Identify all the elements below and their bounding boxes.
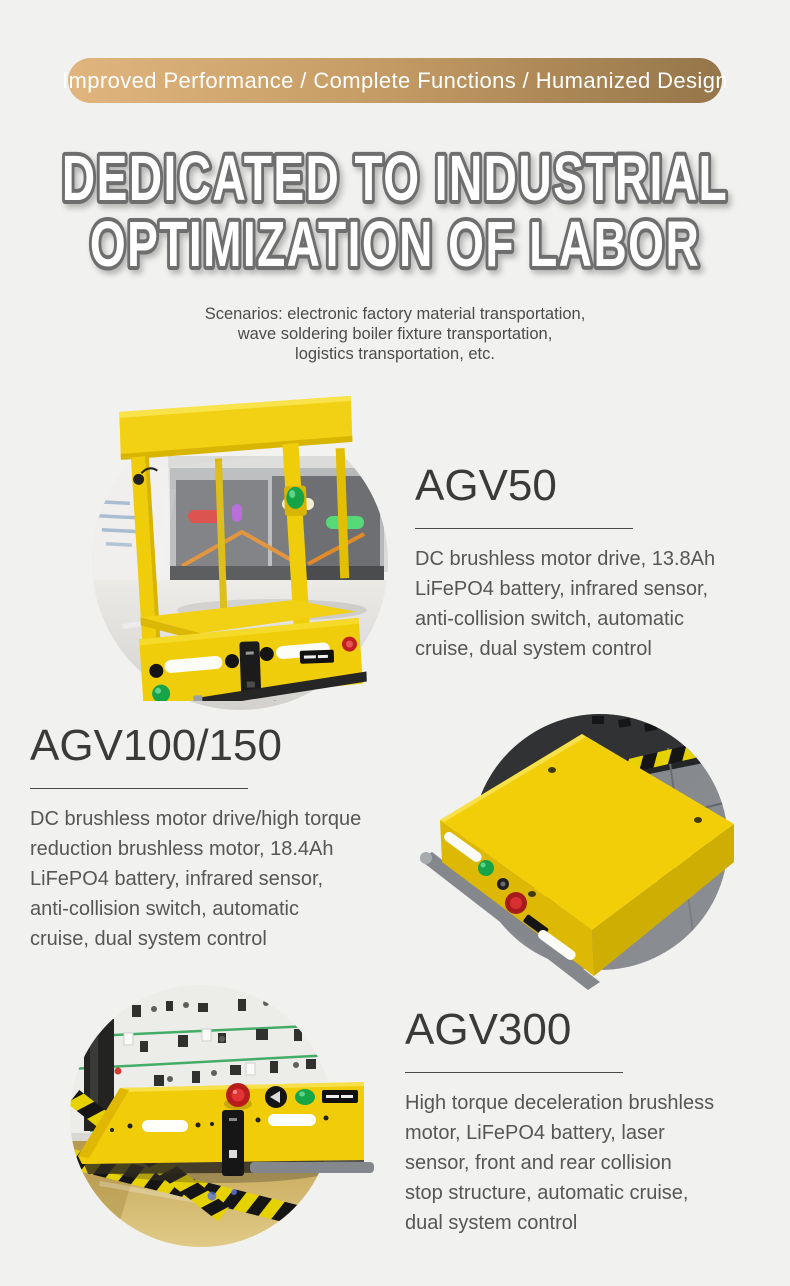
product-description-agv300 bbox=[405, 1088, 714, 1238]
desc-line: LiFePO4 battery, infrared sensor, bbox=[415, 577, 709, 600]
desc-line: DC brushless motor drive/high torque bbox=[30, 807, 362, 830]
agv50-robot-graphic bbox=[100, 396, 370, 701]
desc-line: High torque deceleration brushless bbox=[405, 1091, 715, 1114]
agv50-info bbox=[415, 462, 715, 664]
product-name-agv300: AGV300 bbox=[405, 1005, 572, 1054]
desc-line: anti-collision switch, automatic bbox=[30, 897, 299, 920]
banner-text: Improved Performance / Complete Functions / Humanized Design bbox=[62, 67, 728, 93]
scenarios-line1: Scenarios: electronic factory material transportation, bbox=[204, 305, 586, 323]
product-description-agv100 bbox=[30, 804, 361, 954]
desc-line: cruise, dual system control bbox=[415, 637, 652, 660]
divider-line bbox=[415, 528, 633, 529]
scenarios-line3: logistics transportation, etc. bbox=[295, 345, 495, 363]
agv100-robot-graphic bbox=[402, 702, 747, 997]
main-headline bbox=[0, 142, 790, 294]
desc-line: cruise, dual system control bbox=[30, 927, 267, 950]
desc-line: dual system control bbox=[405, 1211, 578, 1234]
desc-line: DC brushless motor drive, 13.8Ah bbox=[415, 547, 716, 570]
desc-line: LiFePO4 battery, infrared sensor, bbox=[30, 867, 324, 890]
scenarios-line2: wave soldering boiler fixture transportation, bbox=[237, 325, 553, 343]
desc-line: sensor, front and rear collision bbox=[405, 1151, 672, 1174]
product-description-agv50 bbox=[415, 544, 715, 664]
headline-line2: OPTIMIZATION OF LABOR bbox=[89, 208, 701, 280]
desc-line: anti-collision switch, automatic bbox=[415, 607, 684, 630]
desc-line: motor, LiFePO4 battery, laser bbox=[405, 1121, 665, 1144]
desc-line: stop structure, automatic cruise, bbox=[405, 1181, 689, 1204]
agv300-info bbox=[405, 1006, 714, 1238]
agv300-robot-graphic bbox=[72, 1068, 382, 1218]
desc-line: reduction brushless motor, 18.4Ah bbox=[30, 837, 334, 860]
product-name-agv50: AGV50 bbox=[415, 461, 557, 510]
headline-line1: DEDICATED TO INDUSTRIAL bbox=[61, 142, 729, 214]
scenarios-text bbox=[0, 304, 790, 364]
agv100-info bbox=[30, 722, 361, 954]
banner-pill bbox=[62, 58, 728, 103]
divider-line bbox=[30, 788, 248, 789]
divider-line bbox=[405, 1072, 623, 1073]
product-name-agv100: AGV100/150 bbox=[30, 721, 282, 770]
